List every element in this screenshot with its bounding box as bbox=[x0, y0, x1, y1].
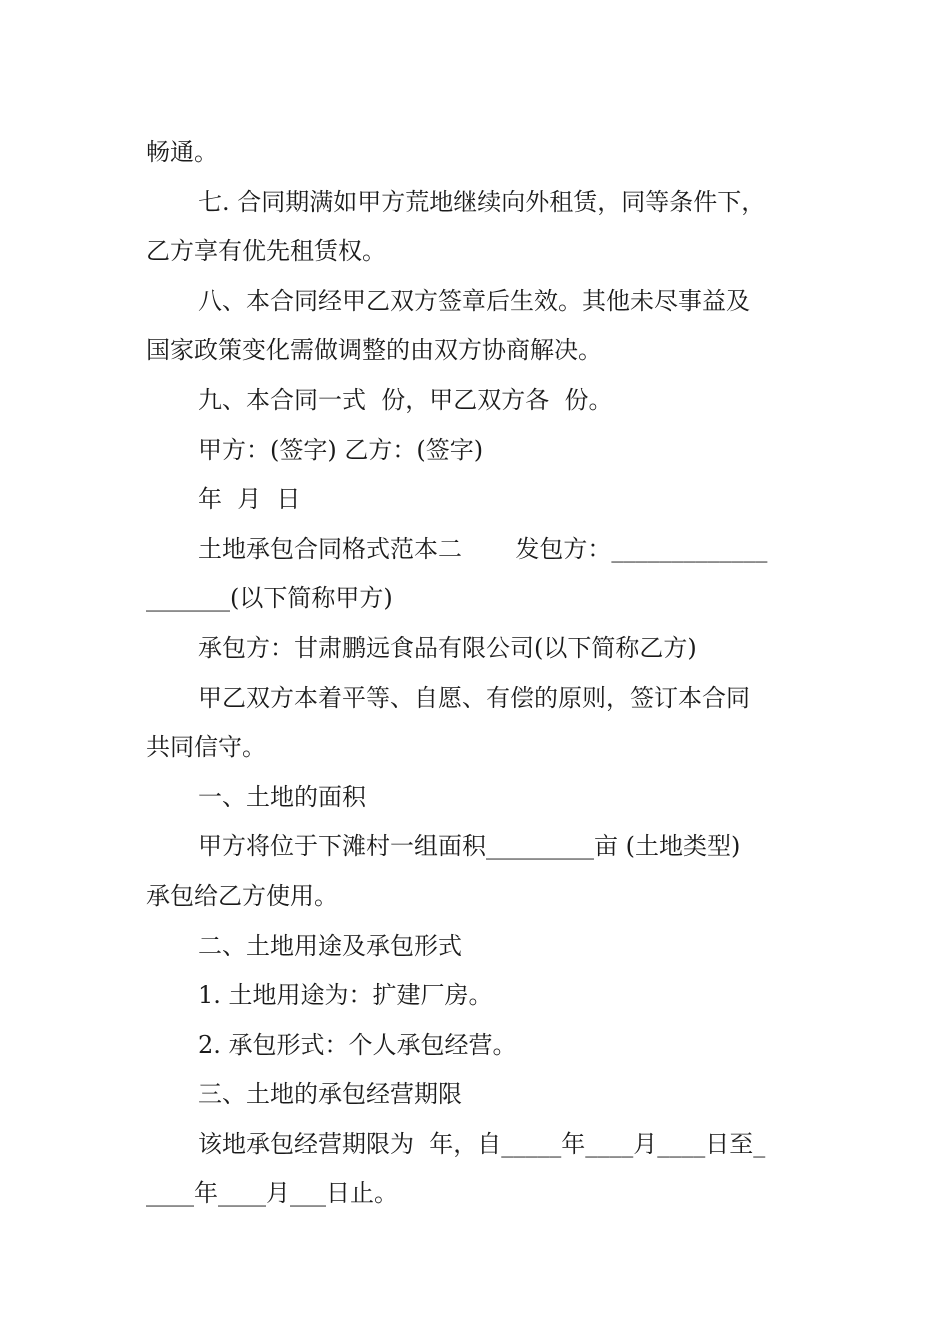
paragraph-line: 承包方：甘肃鹏远食品有限公司(以下简称乙方) bbox=[198, 633, 697, 662]
document-page bbox=[146, 128, 808, 1219]
paragraph-line: 甲乙双方本着平等、自愿、有偿的原则，签订本合同 bbox=[198, 683, 750, 712]
clause-heading: 二、土地用途及承包形式 bbox=[198, 931, 462, 960]
paragraph-line: 乙方享有优先租赁权。 bbox=[146, 237, 386, 266]
paragraph-line: 2. 承包形式：个人承包经营。 bbox=[198, 1030, 517, 1059]
paragraph-line: 甲方将位于下滩村一组面积_________亩 (土地类型) bbox=[198, 832, 741, 861]
section-title-line: 土地承包合同格式范本二 发包方：_____________ bbox=[198, 534, 768, 563]
paragraph-line: 1. 土地用途为：扩建厂房。 bbox=[198, 981, 493, 1010]
paragraph-line: 九、本合同一式 份，甲乙双方各 份。 bbox=[198, 385, 613, 414]
paragraph-line: 该地承包经营期限为 年，自_____年____月____日至_ bbox=[198, 1129, 766, 1158]
paragraph-line: _______(以下简称甲方) bbox=[146, 584, 393, 613]
clause-heading: 三、土地的承包经营期限 bbox=[198, 1080, 462, 1109]
paragraph-line: 八、本合同经甲乙双方签章后生效。其他未尽事益及 bbox=[198, 286, 750, 315]
signature-line: 甲方：(签字) 乙方：(签字) bbox=[198, 435, 484, 464]
clause-heading: 一、土地的面积 bbox=[198, 782, 366, 811]
paragraph-line: ____年____月___日止。 bbox=[146, 1179, 398, 1208]
paragraph-line: 畅通。 bbox=[146, 138, 218, 166]
paragraph-line: 共同信守。 bbox=[146, 733, 266, 762]
paragraph-line: 国家政策变化需做调整的由双方协商解决。 bbox=[146, 336, 602, 365]
date-line: 年 月 日 bbox=[198, 485, 301, 514]
paragraph-line: 承包给乙方使用。 bbox=[146, 881, 338, 910]
paragraph-line: 七. 合同期满如甲方荒地继续向外租赁，同等条件下， bbox=[198, 187, 766, 216]
